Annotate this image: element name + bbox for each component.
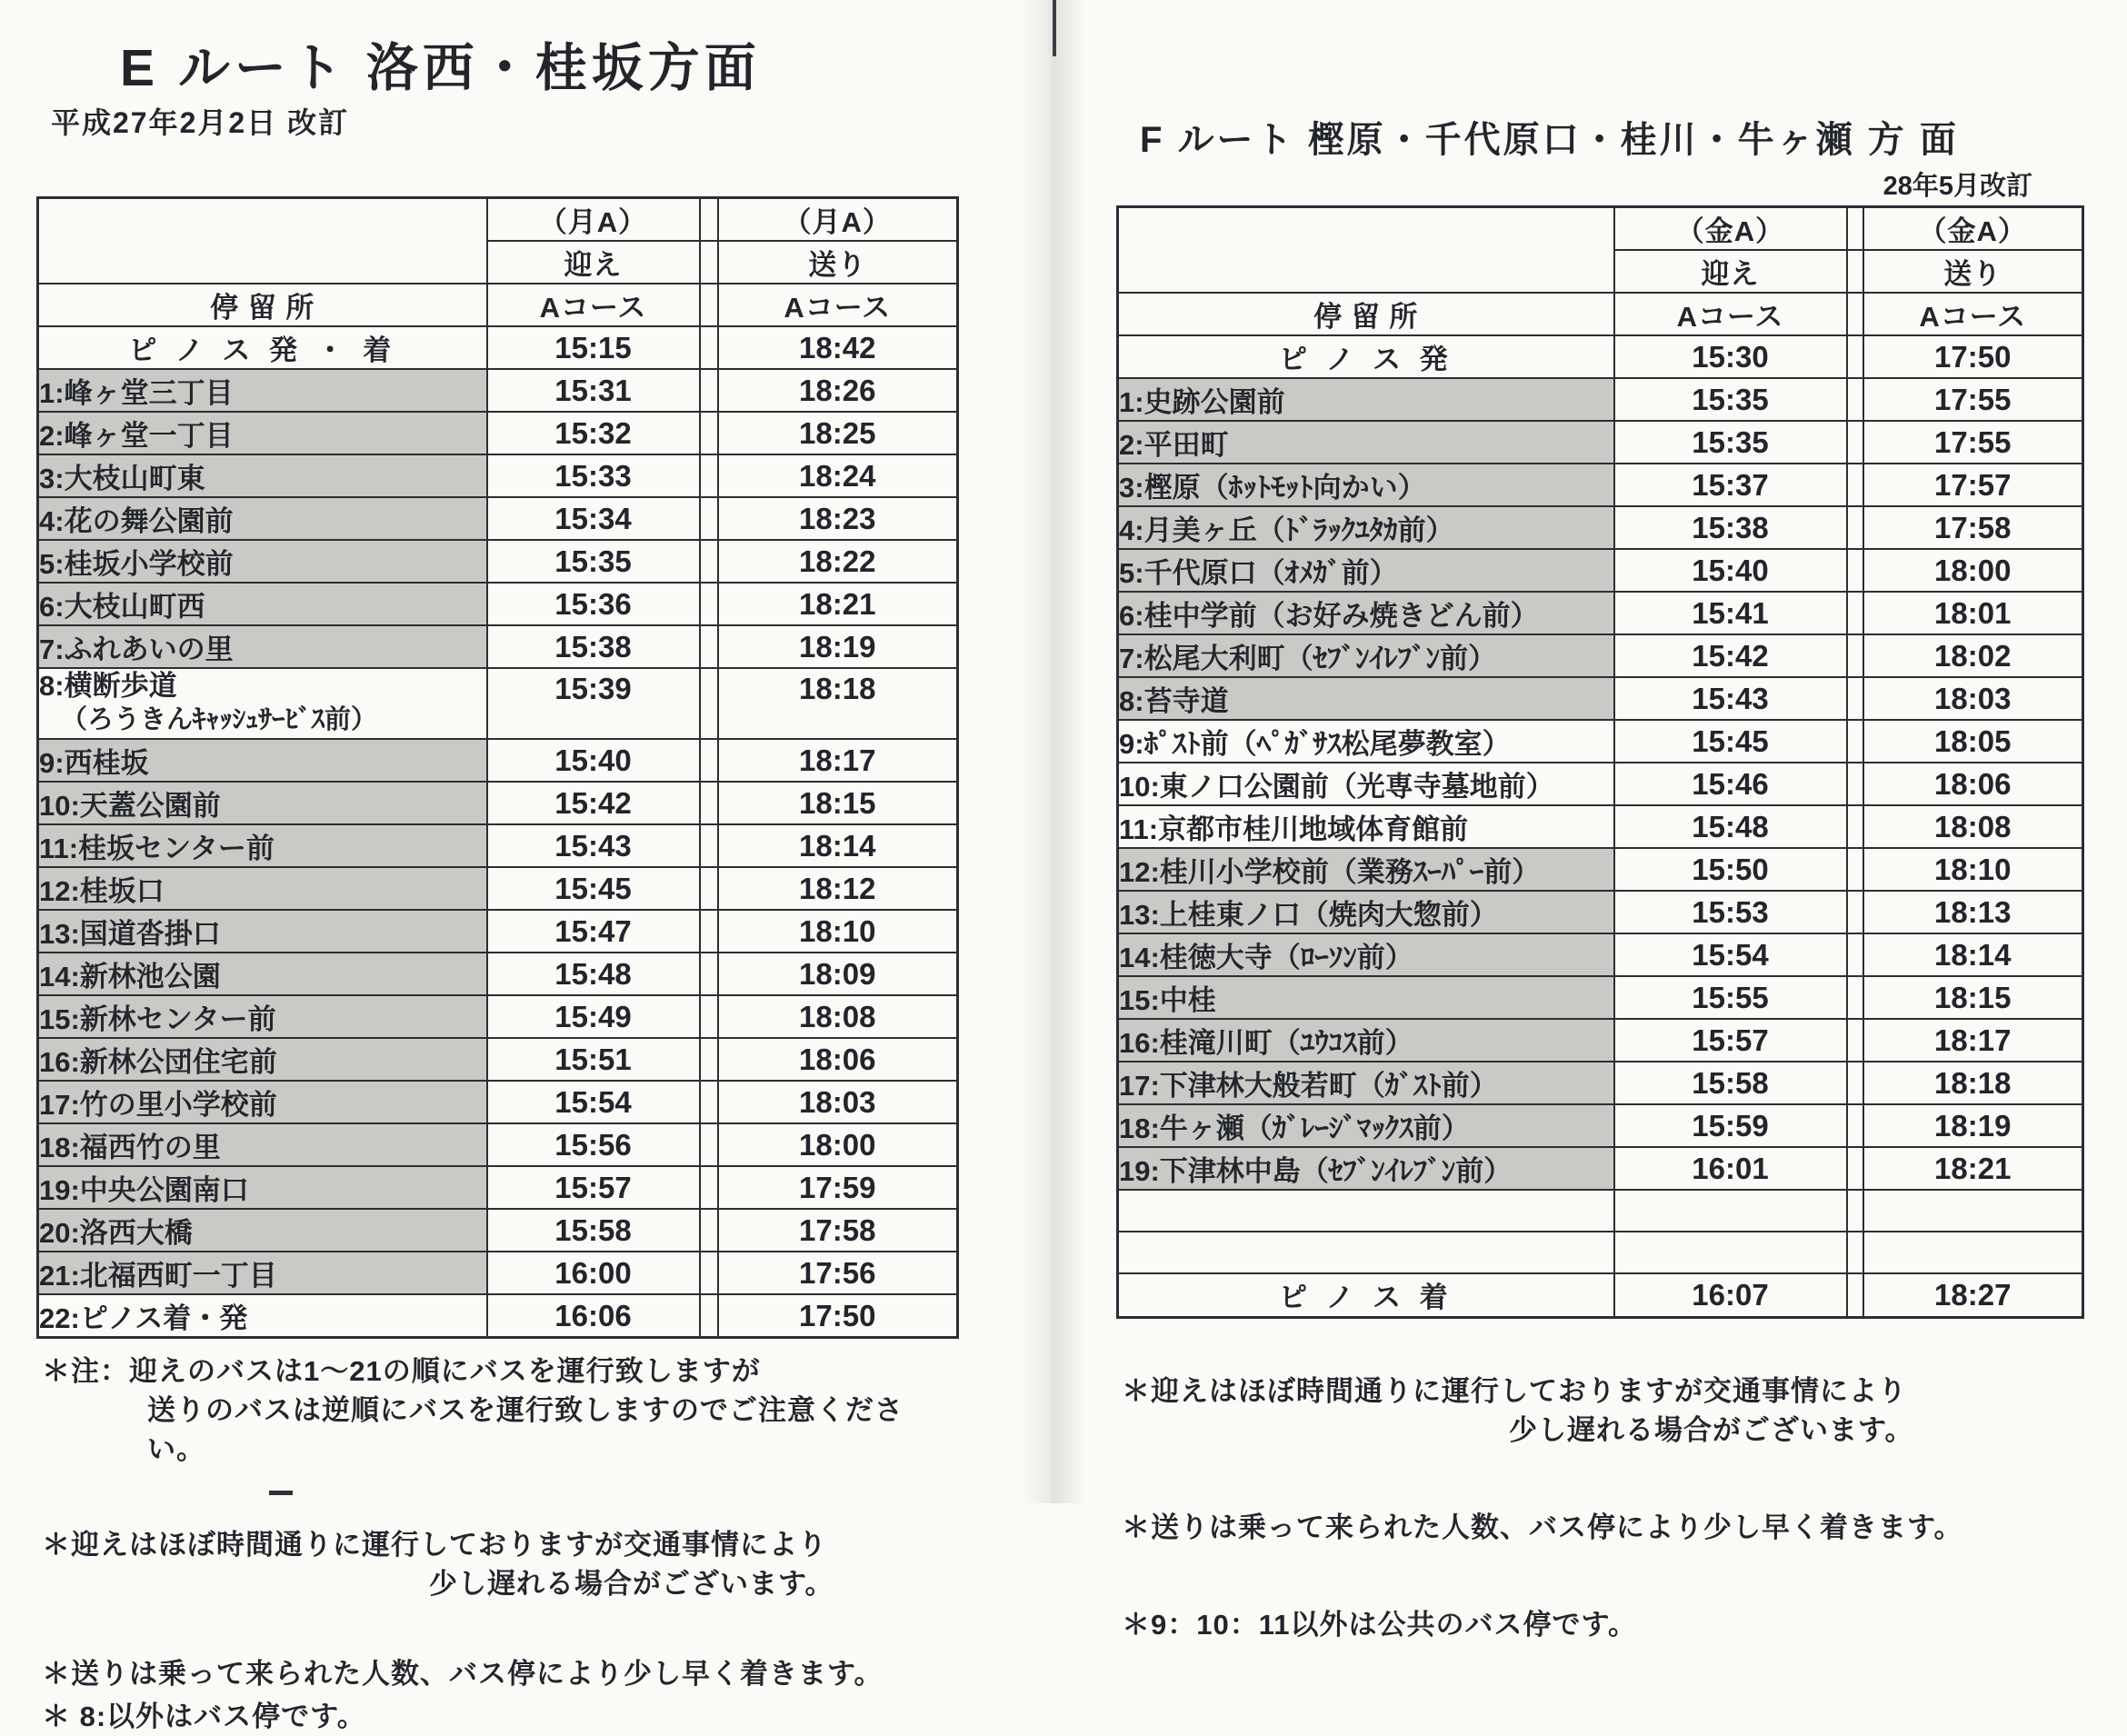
stop-row bbox=[1118, 848, 2083, 891]
pickup-time-cell: 15:36 bbox=[487, 583, 700, 625]
column-gap bbox=[700, 369, 718, 412]
pickup-time-cell: 15:40 bbox=[487, 739, 700, 782]
note-line: ＊迎えはほぼ時間通りに運行しておりますが交通事情により bbox=[42, 1529, 827, 1561]
route-f-panel bbox=[1116, 91, 2082, 1702]
stop-name-cell: 12:桂川小学校前（業務ｽｰﾊﾟｰ前） bbox=[1118, 848, 1614, 891]
stop-name-cell: 7:松尾大利町（ｾﾌﾞﾝｲﾚﾌﾞﾝ前） bbox=[1118, 634, 1614, 677]
pickup-time-cell: 15:38 bbox=[1614, 506, 1847, 549]
pickup-time-cell: 15:42 bbox=[1614, 634, 1847, 677]
stop-row bbox=[1118, 464, 2083, 506]
stop-row bbox=[38, 782, 958, 824]
stop-row bbox=[38, 369, 958, 412]
stop-row bbox=[1118, 891, 2083, 933]
dropoff-time-cell: 18:14 bbox=[718, 824, 958, 867]
dropoff-time-cell: 18:06 bbox=[718, 1038, 958, 1081]
column-gap bbox=[1847, 464, 1863, 506]
stop-row bbox=[38, 824, 958, 867]
column-gap bbox=[1847, 677, 1863, 720]
stop-row bbox=[38, 497, 958, 540]
pickup-time-cell: 15:34 bbox=[487, 497, 700, 540]
stop-name-cell: 11:京都市桂川地域体育館前 bbox=[1118, 805, 1614, 848]
dropoff-time-cell: 17:58 bbox=[718, 1209, 958, 1252]
dropoff-time-cell: 18:21 bbox=[1863, 1147, 2083, 1190]
dropoff-time-cell bbox=[1863, 1232, 2083, 1273]
dropoff-time-cell: 18:17 bbox=[718, 739, 958, 782]
stop-name-cell: 4:月美ヶ丘（ﾄﾞﾗｯｸﾕﾀｶ前） bbox=[1118, 506, 1614, 549]
dropoff-time-cell: 18:26 bbox=[718, 369, 958, 412]
stop-row bbox=[1118, 592, 2083, 634]
stop-name-cell: 4:花の舞公園前 bbox=[38, 497, 487, 540]
route-e-timetable bbox=[36, 196, 959, 1339]
dropoff-time-cell: 18:42 bbox=[718, 326, 958, 369]
stop-row bbox=[1118, 335, 2083, 378]
route-e-timetable-header bbox=[38, 198, 958, 327]
stop-column-header: 停 留 所 bbox=[1118, 293, 1614, 335]
stop-header-blank bbox=[38, 198, 487, 284]
column-gap bbox=[1847, 592, 1863, 634]
pickup-time-cell: 15:45 bbox=[1614, 720, 1847, 763]
pickup-course-header: Aコース bbox=[487, 284, 700, 326]
stop-name-cell: ピ ノ ス 着 bbox=[1118, 1273, 1614, 1317]
column-gap bbox=[1847, 1104, 1863, 1147]
stop-name-cell: 14:新林池公園 bbox=[38, 953, 487, 995]
column-gap bbox=[1847, 720, 1863, 763]
pickup-time-cell: 15:42 bbox=[487, 782, 700, 824]
column-gap bbox=[700, 198, 718, 242]
column-gap bbox=[1847, 207, 1863, 251]
column-gap bbox=[700, 1038, 718, 1081]
pickup-time-cell: 15:59 bbox=[1614, 1104, 1847, 1147]
pickup-time-cell: 15:35 bbox=[1614, 378, 1847, 421]
pickup-time-cell: 15:50 bbox=[1614, 848, 1847, 891]
stop-name-annotation: （ろうきんｷｬｯｼｭｻｰﾋﾞｽ前） bbox=[61, 705, 378, 734]
stop-row bbox=[1118, 421, 2083, 464]
column-gap bbox=[1847, 335, 1863, 378]
pickup-time-cell: 15:43 bbox=[1614, 677, 1847, 720]
dropoff-time-cell: 18:27 bbox=[1863, 1273, 2083, 1317]
note-line: ＊迎えはほぼ時間通りに運行しておりますが交通事情により bbox=[1122, 1374, 1907, 1407]
stop-name-cell bbox=[1118, 1232, 1614, 1273]
stop-row bbox=[1118, 378, 2083, 421]
note-line: ＊ 8:以外はバス停です。 bbox=[42, 1701, 366, 1732]
stop-name-cell: 10:東ノ口公園前（光専寺墓地前） bbox=[1118, 763, 1614, 805]
note-paragraph bbox=[1116, 1372, 2082, 1450]
stop-column-header: 停 留 所 bbox=[38, 284, 487, 326]
column-gap bbox=[700, 824, 718, 867]
dropoff-time-cell: 18:24 bbox=[718, 454, 958, 497]
stop-name-cell: 7:ふれあいの里 bbox=[38, 625, 487, 668]
stop-row bbox=[1118, 1019, 2083, 1062]
stop-name-cell: 13:上桂東ノ口（焼肉大惣前） bbox=[1118, 891, 1614, 933]
stop-row bbox=[38, 1166, 958, 1209]
column-gap bbox=[700, 326, 718, 369]
note-line: ＊送りは乗って来られた人数、バス停により少し早く着きます。 bbox=[1122, 1511, 1963, 1543]
column-gap bbox=[700, 412, 718, 454]
note-line: ＊9：10：11以外は公共のバス停です。 bbox=[1122, 1608, 1638, 1641]
route-e-timetable-body bbox=[38, 326, 958, 1338]
dropoff-time-cell: 17:58 bbox=[1863, 506, 2083, 549]
dropoff-time-cell: 18:03 bbox=[718, 1081, 958, 1123]
route-f-timetable bbox=[1116, 205, 2084, 1319]
stop-row bbox=[38, 583, 958, 625]
dropoff-time-cell: 18:03 bbox=[1863, 677, 2083, 720]
stop-row bbox=[38, 540, 958, 583]
dropoff-time-cell: 18:19 bbox=[1863, 1104, 2083, 1147]
stop-row bbox=[38, 1123, 958, 1166]
pickup-time-cell: 15:37 bbox=[1614, 464, 1847, 506]
route-f-revision-date: 28年5月改訂 bbox=[1882, 172, 2032, 201]
stop-name-cell: 13:国道沓掛口 bbox=[38, 910, 487, 953]
column-gap bbox=[700, 284, 718, 326]
pickup-time-cell: 15:56 bbox=[487, 1123, 700, 1166]
pickup-time-cell: 15:49 bbox=[487, 995, 700, 1038]
pickup-time-cell: 15:48 bbox=[487, 953, 700, 995]
pickup-time-cell: 15:30 bbox=[1614, 335, 1847, 378]
pickup-type-header: 迎え bbox=[1614, 250, 1847, 293]
stop-name-cell: 5:桂坂小学校前 bbox=[38, 540, 487, 583]
stop-name-cell: 2:平田町 bbox=[1118, 421, 1614, 464]
column-gap bbox=[1847, 378, 1863, 421]
route-e-panel bbox=[36, 36, 956, 1736]
stop-name-cell: 22:ピノス着・発 bbox=[38, 1294, 487, 1338]
stop-row bbox=[1118, 1062, 2083, 1104]
dropoff-time-cell: 18:15 bbox=[1863, 976, 2083, 1019]
stop-row bbox=[38, 1038, 958, 1081]
note-paragraph bbox=[36, 1654, 956, 1693]
pickup-time-cell: 15:54 bbox=[1614, 933, 1847, 976]
stop-name-cell: 6:桂中学前（お好み焼きどん前） bbox=[1118, 592, 1614, 634]
dropoff-time-cell: 18:17 bbox=[1863, 1019, 2083, 1062]
stop-name-cell: 18:牛ヶ瀬（ｶﾞﾚｰｼﾞﾏｯｸｽ前） bbox=[1118, 1104, 1614, 1147]
column-gap bbox=[1847, 763, 1863, 805]
pickup-time-cell: 15:54 bbox=[487, 1081, 700, 1123]
column-gap bbox=[700, 1081, 718, 1123]
dropoff-day-header: （月A） bbox=[718, 198, 958, 242]
stop-row bbox=[38, 1294, 958, 1338]
header-row-course bbox=[1118, 293, 2083, 335]
stop-name-line: 8:横断歩道 bbox=[39, 670, 177, 702]
stop-name-cell: 10:天蓋公園前 bbox=[38, 782, 487, 824]
column-gap bbox=[1847, 634, 1863, 677]
pickup-time-cell: 15:46 bbox=[1614, 763, 1847, 805]
column-gap bbox=[1847, 848, 1863, 891]
dropoff-time-cell bbox=[1863, 1190, 2083, 1232]
route-f-timetable-header bbox=[1118, 207, 2083, 336]
column-gap bbox=[700, 668, 718, 739]
column-gap bbox=[700, 540, 718, 583]
stop-name-cell: 9:ﾎﾟｽﾄ前（ﾍﾟｶﾞｻｽ松尾夢教室） bbox=[1118, 720, 1614, 763]
stop-row bbox=[1118, 933, 2083, 976]
dropoff-time-cell: 18:01 bbox=[1863, 592, 2083, 634]
dropoff-time-cell: 17:55 bbox=[1863, 378, 2083, 421]
column-gap bbox=[1847, 1190, 1863, 1232]
stop-name-cell: 2:峰ヶ堂一丁目 bbox=[38, 412, 487, 454]
pickup-time-cell: 15:15 bbox=[487, 326, 700, 369]
dropoff-time-cell: 18:23 bbox=[718, 497, 958, 540]
dropoff-time-cell: 18:25 bbox=[718, 412, 958, 454]
stop-row bbox=[38, 454, 958, 497]
stop-row bbox=[38, 625, 958, 668]
column-gap bbox=[700, 625, 718, 668]
stop-name-cell: 15:新林センター前 bbox=[38, 995, 487, 1038]
dropoff-time-cell: 18:08 bbox=[718, 995, 958, 1038]
stop-row bbox=[38, 953, 958, 995]
dropoff-time-cell: 17:57 bbox=[1863, 464, 2083, 506]
stop-row bbox=[1118, 634, 2083, 677]
column-gap bbox=[700, 867, 718, 910]
dropoff-time-cell: 18:00 bbox=[718, 1123, 958, 1166]
stop-name-cell: 21:北福西町一丁目 bbox=[38, 1252, 487, 1294]
note-line: 送りのバスは逆順にバスを運行致しますのでご注意ください。 bbox=[147, 1394, 904, 1465]
page-fold-shadow bbox=[1020, 0, 1085, 1503]
stop-name-cell: 3:樫原（ﾎｯﾄﾓｯﾄ向かい） bbox=[1118, 464, 1614, 506]
pickup-time-cell: 15:32 bbox=[487, 412, 700, 454]
column-gap bbox=[700, 995, 718, 1038]
note-paragraph bbox=[1116, 1508, 2082, 1547]
dropoff-time-cell: 18:10 bbox=[1863, 848, 2083, 891]
stop-name-cell: ピ ノ ス 発 bbox=[1118, 335, 1614, 378]
column-gap bbox=[700, 497, 718, 540]
stop-name-cell: 20:洛西大橋 bbox=[38, 1209, 487, 1252]
dropoff-time-cell: 18:21 bbox=[718, 583, 958, 625]
stop-name-cell: 15:中桂 bbox=[1118, 976, 1614, 1019]
column-gap bbox=[1847, 293, 1863, 335]
stop-row bbox=[1118, 763, 2083, 805]
column-gap bbox=[700, 1209, 718, 1252]
stop-name-cell: 18:福西竹の里 bbox=[38, 1123, 487, 1166]
dropoff-time-cell: 18:10 bbox=[718, 910, 958, 953]
column-gap bbox=[700, 241, 718, 284]
column-gap bbox=[700, 583, 718, 625]
stop-row bbox=[38, 995, 958, 1038]
stop-row bbox=[38, 1209, 958, 1252]
column-gap bbox=[1847, 506, 1863, 549]
route-f-timetable-body bbox=[1118, 335, 2083, 1317]
pickup-time-cell: 15:35 bbox=[487, 540, 700, 583]
stop-row bbox=[1118, 549, 2083, 592]
header-row-day bbox=[38, 198, 958, 242]
dropoff-time-cell: 17:50 bbox=[1863, 335, 2083, 378]
route-f-notes bbox=[1116, 1372, 2082, 1644]
stop-row bbox=[1118, 677, 2083, 720]
stop-name-cell: 16:桂滝川町（ﾕｳｺｽ前） bbox=[1118, 1019, 1614, 1062]
stop-row bbox=[1118, 1104, 2083, 1147]
pickup-time-cell: 15:58 bbox=[487, 1209, 700, 1252]
stop-row bbox=[38, 326, 958, 369]
column-gap bbox=[1847, 549, 1863, 592]
column-gap bbox=[700, 910, 718, 953]
column-gap bbox=[1847, 1232, 1863, 1273]
route-e-title: E ルート 洛西・桂坂方面 bbox=[120, 39, 761, 97]
stop-name-cell: 3:大枝山町東 bbox=[38, 454, 487, 497]
dropoff-time-cell: 18:06 bbox=[1863, 763, 2083, 805]
dropoff-time-cell: 18:18 bbox=[1863, 1062, 2083, 1104]
stop-name-cell: 19:下津林中島（ｾﾌﾞﾝｲﾚﾌﾞﾝ前） bbox=[1118, 1147, 1614, 1190]
column-gap bbox=[700, 1294, 718, 1338]
stop-row bbox=[38, 867, 958, 910]
dropoff-time-cell: 18:14 bbox=[1863, 933, 2083, 976]
column-gap bbox=[1847, 421, 1863, 464]
pickup-time-cell: 15:31 bbox=[487, 369, 700, 412]
dropoff-type-header: 送り bbox=[1863, 250, 2083, 293]
dropoff-course-header: Aコース bbox=[718, 284, 958, 326]
dropoff-time-cell: 18:15 bbox=[718, 782, 958, 824]
stop-row bbox=[38, 668, 958, 739]
pickup-time-cell: 15:48 bbox=[1614, 805, 1847, 848]
pickup-time-cell: 15:45 bbox=[487, 867, 700, 910]
dropoff-time-cell: 18:05 bbox=[1863, 720, 2083, 763]
stop-row bbox=[38, 1081, 958, 1123]
pickup-time-cell: 15:40 bbox=[1614, 549, 1847, 592]
column-gap bbox=[1847, 805, 1863, 848]
column-gap bbox=[1847, 1147, 1863, 1190]
pickup-time-cell: 16:00 bbox=[487, 1252, 700, 1294]
column-gap bbox=[700, 739, 718, 782]
pickup-day-header: （月A） bbox=[487, 198, 700, 242]
stop-name-cell: 9:西桂坂 bbox=[38, 739, 487, 782]
dropoff-course-header: Aコース bbox=[1863, 293, 2083, 335]
stop-row bbox=[38, 739, 958, 782]
stop-row bbox=[38, 1252, 958, 1294]
note-paragraph bbox=[36, 1352, 956, 1469]
pickup-type-header: 迎え bbox=[487, 241, 700, 284]
pickup-time-cell bbox=[1614, 1190, 1847, 1232]
stop-row bbox=[38, 412, 958, 454]
column-gap bbox=[1847, 250, 1863, 293]
column-gap bbox=[1847, 933, 1863, 976]
dropoff-time-cell: 17:59 bbox=[718, 1166, 958, 1209]
stop-name-cell: 1:峰ヶ堂三丁目 bbox=[38, 369, 487, 412]
pickup-time-cell: 15:47 bbox=[487, 910, 700, 953]
pickup-time-cell: 15:39 bbox=[487, 668, 700, 739]
pickup-day-header: （金A） bbox=[1614, 207, 1847, 251]
pickup-time-cell: 16:06 bbox=[487, 1294, 700, 1338]
fold-mark bbox=[1053, 0, 1056, 56]
note-line: ＊送りは乗って来られた人数、バス停により少し早く着きます。 bbox=[42, 1658, 884, 1690]
dropoff-time-cell: 17:55 bbox=[1863, 421, 2083, 464]
stop-name-cell: 6:大枝山町西 bbox=[38, 583, 487, 625]
pickup-time-cell: 15:38 bbox=[487, 625, 700, 668]
column-gap bbox=[700, 1166, 718, 1209]
stop-name-cell: 17:下津林大般若町（ｶﾞｽﾄ前） bbox=[1118, 1062, 1614, 1104]
column-gap bbox=[1847, 1062, 1863, 1104]
pickup-time-cell: 15:58 bbox=[1614, 1062, 1847, 1104]
pickup-course-header: Aコース bbox=[1614, 293, 1847, 335]
column-gap bbox=[1847, 1019, 1863, 1062]
pickup-time-cell: 15:55 bbox=[1614, 976, 1847, 1019]
note-paragraph bbox=[36, 1697, 956, 1736]
dropoff-time-cell: 18:08 bbox=[1863, 805, 2083, 848]
dropoff-time-cell: 18:02 bbox=[1863, 634, 2083, 677]
column-gap bbox=[700, 1123, 718, 1166]
empty-row bbox=[1118, 1190, 2083, 1232]
stop-name-cell: 17:竹の里小学校前 bbox=[38, 1081, 487, 1123]
stop-name-cell: 19:中央公園南口 bbox=[38, 1166, 487, 1209]
column-gap bbox=[700, 953, 718, 995]
dropoff-time-cell: 18:12 bbox=[718, 867, 958, 910]
dropoff-day-header: （金A） bbox=[1863, 207, 2083, 251]
dropoff-time-cell: 17:56 bbox=[718, 1252, 958, 1294]
note-line: ＊注：迎えのバスは1～21の順にバスを運行致しますが bbox=[42, 1355, 761, 1387]
note-paragraph bbox=[1116, 1605, 2082, 1644]
note-line: 少し遅れる場合がございます。 bbox=[1509, 1413, 1914, 1446]
column-gap bbox=[1847, 976, 1863, 1019]
stop-row bbox=[1118, 1147, 2083, 1190]
dropoff-time-cell: 18:09 bbox=[718, 953, 958, 995]
stop-name-cell: 12:桂坂口 bbox=[38, 867, 487, 910]
pickup-time-cell: 15:51 bbox=[487, 1038, 700, 1081]
route-e-revision-date: 平成27年2月2日 改訂 bbox=[51, 106, 350, 139]
column-gap bbox=[700, 782, 718, 824]
stop-name-cell bbox=[38, 668, 487, 739]
stop-name-cell: 14:桂徳大寺（ﾛｰｿﾝ前） bbox=[1118, 933, 1614, 976]
header-row-course bbox=[38, 284, 958, 326]
stop-row bbox=[1118, 976, 2083, 1019]
pickup-time-cell: 16:01 bbox=[1614, 1147, 1847, 1190]
stop-name-cell: ピ ノ ス 発 ・ 着 bbox=[38, 326, 487, 369]
stop-name-cell: 16:新林公団住宅前 bbox=[38, 1038, 487, 1081]
header-row-day bbox=[1118, 207, 2083, 251]
column-gap bbox=[1847, 1273, 1863, 1317]
column-gap bbox=[700, 1252, 718, 1294]
pickup-time-cell: 15:41 bbox=[1614, 592, 1847, 634]
dropoff-time-cell: 18:22 bbox=[718, 540, 958, 583]
column-gap bbox=[700, 454, 718, 497]
pickup-time-cell: 16:07 bbox=[1614, 1273, 1847, 1317]
stop-name-cell: 8:苔寺道 bbox=[1118, 677, 1614, 720]
note-paragraph bbox=[36, 1525, 956, 1603]
dropoff-time-cell: 18:00 bbox=[1863, 549, 2083, 592]
note-line: 少し遅れる場合がございます。 bbox=[429, 1568, 834, 1600]
stop-name-cell: 5:千代原口（ｵﾒｶﾞ前） bbox=[1118, 549, 1614, 592]
route-f-title: F ルート 樫原・千代原口・桂川・牛ヶ瀬 方 面 bbox=[1140, 120, 1959, 160]
dropoff-time-cell: 17:50 bbox=[718, 1294, 958, 1338]
stop-row bbox=[1118, 720, 2083, 763]
route-e-notes bbox=[36, 1352, 956, 1736]
stop-row bbox=[38, 910, 958, 953]
pickup-time-cell: 15:53 bbox=[1614, 891, 1847, 933]
stop-header-blank bbox=[1118, 207, 1614, 294]
empty-row bbox=[1118, 1232, 2083, 1273]
stop-name-cell: 11:桂坂センター前 bbox=[38, 824, 487, 867]
pickup-time-cell: 15:33 bbox=[487, 454, 700, 497]
pickup-time-cell: 15:57 bbox=[1614, 1019, 1847, 1062]
column-gap bbox=[1847, 891, 1863, 933]
dropoff-time-cell: 18:18 bbox=[718, 668, 958, 739]
stop-row bbox=[1118, 805, 2083, 848]
dropoff-time-cell: 18:13 bbox=[1863, 891, 2083, 933]
stop-row bbox=[1118, 506, 2083, 549]
pickup-time-cell: 15:43 bbox=[487, 824, 700, 867]
pickup-time-cell: 15:57 bbox=[487, 1166, 700, 1209]
dropoff-time-cell: 18:19 bbox=[718, 625, 958, 668]
pickup-time-cell: 15:35 bbox=[1614, 421, 1847, 464]
stop-name-cell: 1:史跡公園前 bbox=[1118, 378, 1614, 421]
stop-name-cell bbox=[1118, 1190, 1614, 1232]
pickup-time-cell bbox=[1614, 1232, 1847, 1273]
dropoff-type-header: 送り bbox=[718, 241, 958, 284]
stop-row bbox=[1118, 1273, 2083, 1317]
